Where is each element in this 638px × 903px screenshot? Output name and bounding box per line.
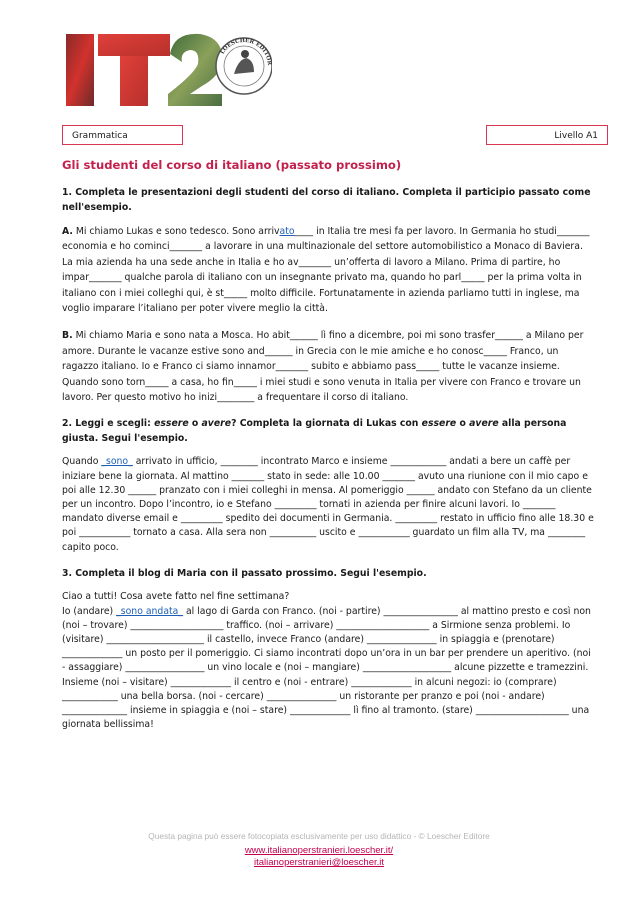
ex2-q-essere2: essere xyxy=(421,418,457,430)
website-link[interactable]: www.italianoperstranieri.loescher.it/ xyxy=(244,845,394,856)
exercise-2-instruction xyxy=(62,417,594,446)
text-a-post: ____ in Italia tre mesi fa per lavoro. In Germania ho studi_______ economia e ho cominci_______ a lavorare in una multinazionale del settore automobilistico a Monaco di Baviera. La mia azienda ha una sede anche in Italia e ho av_______ un’offerta di lavoro a Milano. Prima di partire, ho impar_______ qualche parola di italiano con un insegnante privato ma, quando ho parl_____ per la prima volta in italiano con i miei colleghi qui, è st_____ molto difficile. Fortunatamente in azienda parliamo tutti in inglese, ma voglio imparare l’italiano per poter vivere meglio la città. xyxy=(62,226,590,315)
it2-logo xyxy=(62,22,272,112)
ex3-post: al lago di Garda con Franco. (noi - partire) ________________ al mattino presto e così non (noi – trovare) ____________________ traffico. (noi – arrivare) ____________________ a Sirmione senza problemi. Io (visitare) _____________________ il castello, invece Franco (andare) _______________ in spiaggia e (prenotare) _____________ un posto per il pomeriggio. Ci siamo incontrati dopo un’ora in un bar per prendere un aperitivo. (noi - assaggiare) _________________ un vino locale e (noi – mangiare) ___________________ alcune pizzette e tramezzini. Insieme (noi – visitare) _____________ il centro e (noi - entrare) _____________ in alcuni negozi: io (comprare) ____________ una bella borsa. (noi - cercare) _______________ un ristorante per pranzo e poi (noi - andare) ______________ insieme in spiaggia e (noi – stare) _____________ lì fino al tramonto. (stare) ____________________ una giornata bellissima! xyxy=(62,605,591,731)
exercise-2-text xyxy=(62,455,594,554)
copyright-note: Questa pagina può essere fotocopiata esclusivamente per uso didattico - © Loescher Editore xyxy=(148,831,490,841)
category-box: Grammatica xyxy=(62,125,183,145)
ex2-q-o2: o xyxy=(456,418,470,430)
email-link[interactable]: italianoperstranieri@loescher.it xyxy=(253,857,385,868)
ex2-q-mid: ? Completa la giornata di Lukas con xyxy=(231,418,422,430)
ex2-q-avere: avere xyxy=(201,418,232,430)
ex2-pre: Quando xyxy=(62,456,102,468)
ex2-q-avere2: avere xyxy=(469,418,499,430)
ex2-q-pre: 2. Leggi e scegli: xyxy=(62,418,155,430)
text-a-pre: Mi chiamo Lukas e sono tedesco. Sono arriv xyxy=(72,226,280,237)
exercise-1-text-a xyxy=(62,224,594,316)
ex2-q-post: alla persona giusta. Segui l'esempio. xyxy=(62,418,567,444)
page-footer xyxy=(0,831,638,869)
ex2-q-essere: essere xyxy=(154,418,189,430)
example-answer: _sono andata_ xyxy=(116,605,184,617)
ex2-q-o: o xyxy=(188,418,202,430)
exercise-3-instruction: 3. Completa il blog di Maria con il passato prossimo. Segui l'esempio. xyxy=(62,567,427,579)
ex3-pre: Io (andare) xyxy=(62,605,117,617)
exercise-1-text-b xyxy=(62,328,594,405)
ex2-post: arrivato in ufficio, ________ incontrato Marco e insieme ____________ andati a bere un caffè per iniziare bene la giornata. Al mattino _______ stato in sede: alle 10.00 _______ avuto una riunione con il mio capo e poi alle 12.30 ______ pranzato con i miei colleghi in mensa. Al pomeriggio ______ andato con Stefano da un cliente per un incontro. Dopo l’incontro, io e Stefano _________ tornati in azienda per finire alcuni lavori. Io _______ mandato diverse email e _________ spedito dei documenti in Germania. _________ restato in ufficio fino alle 18.30 e poi ___________ tornato a casa. Alla sera non __________ uscito e ___________ guardato un film alla TV, ma ________ capito poco. xyxy=(62,456,594,553)
level-box: Livello A1 xyxy=(486,125,608,145)
it2-logo-graphic xyxy=(62,22,272,112)
worksheet-content xyxy=(62,157,594,744)
example-answer: ato xyxy=(279,226,295,237)
page-title: Gli studenti del corso di italiano (passato prossimo) xyxy=(62,158,402,172)
exercise-3-text xyxy=(62,590,594,732)
example-answer: _sono_ xyxy=(101,456,133,468)
text-b-lead: B. xyxy=(62,330,73,342)
svg-text:LOESCHER EDITORE: LOESCHER EDITOR xyxy=(219,37,272,66)
ex3-greeting: Ciao a tutti! Cosa avete fatto nel fine settimana? xyxy=(62,591,290,603)
exercise-1-instruction: 1. Completa le presentazioni degli studenti del corso di italiano. Completa il participio passato come nell'esempio. xyxy=(62,187,591,213)
text-a-lead: A. xyxy=(62,226,73,237)
text-b-body: Mi chiamo Maria e sono nata a Mosca. Ho abit______ lì fino a dicembre, poi mi sono trasfer______ a Milano per amore. Durante le vacanze estive sono and______ in Grecia con le mie amiche e ho conosc_____ Franco, un ragazzo italiano. Io e Franco ci siamo innamor_______ subito e abbiamo pass_____ tutte le vacanze insieme. Quando sono torn_____ a casa, ho fin_____ i miei studi e sono venuta in Italia per vivere con Franco e trovare un lavoro. Per questo motivo ho inizi________ a frequentare il corso di italiano. xyxy=(62,330,584,404)
